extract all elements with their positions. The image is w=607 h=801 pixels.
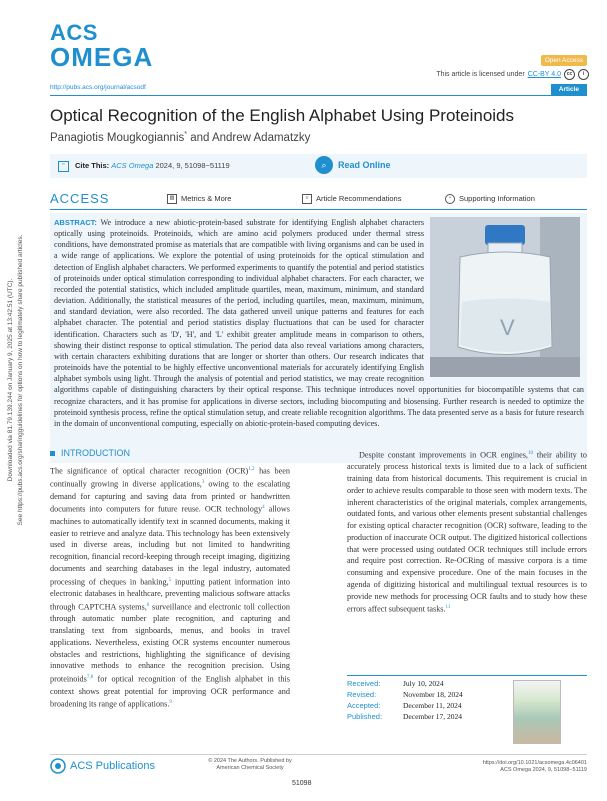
intro-right-column (347, 448, 587, 616)
body-text: owing to the escalating demand for capturing and saving data from printed or handwritten documents into computers for future reuse. OCR technology (50, 479, 291, 515)
corresponding-mark: * (184, 131, 187, 138)
intro-left-text (50, 464, 290, 711)
abstract-text: We introduce a new abiotic-protein-based substrate for identifying English alphabet characters optically using proteinoids. Proteinoids, which are amino acid polymers produced under thermal stress conditions, have demonstrated promise as materials that are compatible with living organisms and can be used in a wide range of applications. We explore the potential of using proteinoids for the optical stimulation and detection of English alphabet characters. We performed experiments to quantify the potential and period statistics of proteinoids under optical stimulation corresponding to individual alphabet characters. For each character, we recorded the potential statistics, which included amplitude quartiles, mean, maximum, minimum, and standard deviation. Additionally, the statistical measures of the period, including quartiles, mean, maximum, minimum, and standard deviation, were also recorded. The data gathered unveil unique patterns and features for each alphabet character. The potential and period statistics display fluctuations that can be used for character identification. Characters such as 'D', 'H', and 'L' exhibit greater amplitude means in comparison to others, showing their distinct response to optical stimulation. The period data also reveal variations among characters, with certain characters exhibiting durations that are longer or shorter than others. Our research indicates that proteinoids have the potential to be highly effective unconventional materials for accurately identifying English alphabet symbols using light. Through the analysis of potential and period statistics, we may create recognition algorithms capable of distinguishing characters by their optical response. This technique introduces novel opportunities for biocompatible systems that can recognize characters, and it has promise for applications in diverse sectors, including biocomputing and biosensing. Further research is needed to optimize the proteinoid synthesis process, refine the optical stimulation setup, and create reliable recognition algorithms. The data presented serve as a basis for future research in the domain of unconventional computing, especially on abiotic-protein-based computing devices. (54, 218, 584, 428)
journal-url-link[interactable]: http://pubs.acs.org/journal/acsodf (50, 84, 146, 91)
journal-logo-line1: ACS (50, 20, 98, 45)
metrics-icon: ▥ (167, 194, 177, 204)
article-type-tag: Article (551, 84, 587, 95)
journal-logo (50, 22, 153, 70)
author-separator: and (190, 131, 210, 144)
published-date: December 17, 2024 (403, 712, 462, 721)
citation-ref[interactable]: 4 (262, 505, 265, 511)
journal-cover-thumbnail[interactable] (513, 680, 561, 744)
footer-copyright (205, 758, 295, 772)
citation-ref[interactable]: 9 (169, 700, 172, 706)
svg-text:V: V (500, 315, 515, 340)
license-link[interactable]: CC-BY 4.0 (527, 71, 561, 78)
acs-hexagon-icon (50, 758, 66, 774)
license-prefix: This article is licensed under (436, 71, 525, 78)
read-online-icon[interactable]: ⌕ (315, 156, 333, 174)
citation-ref[interactable]: 3 (201, 480, 205, 486)
cite-label: Cite This: (75, 161, 110, 170)
metrics-link[interactable]: Metrics & More (181, 194, 232, 203)
cite-details: 2024, 9, 51098−51119 (155, 161, 230, 170)
dates-divider (347, 675, 587, 676)
by-icon: i (578, 69, 589, 80)
download-watermark (6, 190, 28, 570)
open-access-badge: Open Access (541, 55, 587, 66)
received-label: Received: (347, 679, 381, 688)
footer-divider (50, 754, 587, 755)
body-text: The significance of optical character recognition (OCR) (50, 466, 249, 476)
access-row (50, 193, 587, 207)
citation-ref[interactable]: 6 (146, 602, 150, 608)
author-name[interactable]: Andrew Adamatzky (211, 131, 311, 144)
abstract-label: ABSTRACT: (54, 218, 97, 227)
read-online-link[interactable]: Read Online (338, 160, 391, 170)
citation-ref[interactable]: 11 (445, 605, 451, 611)
watermark-line2: See https://pubs.acs.org/sharingguidelines for options on how to legitimately share published articles. (17, 234, 24, 526)
journal-logo-line2: OMEGA (50, 42, 154, 72)
article-dates (347, 678, 507, 722)
revised-label: Revised: (347, 690, 377, 699)
toc-graphic-drawing (430, 217, 580, 377)
section-heading (50, 448, 290, 460)
body-text: has been continually growing in diverse applications, (50, 466, 291, 489)
access-label: ACCESS (50, 191, 110, 206)
copyright-line1: © 2024 The Authors. Published by (208, 758, 292, 764)
cite-box (50, 154, 587, 178)
body-text: surveillance and electronic toll collection through automatic number plate recognition, and capturing and translating text from signboards, menus, and books in travel applications. Nevertheless, existing OCR systems encounter numerous obstacles and restrictions, highlighting the significance of devising innovative methods to enhance the recognition precision. Using proteinoids (50, 602, 290, 684)
accepted-date: December 11, 2024 (403, 701, 462, 710)
access-divider (50, 209, 587, 210)
footer-citation: ACS Omega 2024, 9, 51098−51119 (500, 767, 587, 773)
section-bullet-icon (50, 451, 55, 456)
accepted-label: Accepted: (347, 701, 381, 710)
toc-graphic (430, 217, 580, 377)
abstract (54, 217, 584, 429)
recommendations-link[interactable]: Article Recommendations (316, 194, 402, 203)
cite-icon: “ (58, 161, 69, 172)
header-divider (50, 95, 587, 96)
body-text: allows machines to automatically identify text in scanned documents, making it easier to retrieve and analyze data. This technology has been extensively used in diverse areas, including but not limited to handwriting recognition, financial record-keeping through receipt imaging, digitizing documents and searching databases in the legal industry, automated processing of cheques in banking, (50, 505, 290, 587)
license-line (436, 69, 589, 80)
toc-graphic-wrapper (430, 217, 584, 379)
intro-right-text (347, 448, 587, 616)
abstract-box (50, 213, 587, 463)
supporting-info-link[interactable]: Supporting Information (459, 194, 535, 203)
author-name[interactable]: Panagiotis Mougkogiannis (50, 131, 185, 144)
section-heading-text: INTRODUCTION (61, 448, 130, 458)
copyright-line2: American Chemical Society (216, 765, 284, 771)
publisher-name: ACS Publications (70, 760, 155, 772)
acs-publications-logo[interactable] (50, 758, 155, 774)
body-text: for optical recognition of the English alphabet in this context shows great potential for improving OCR performance and broadening its range of applications. (50, 674, 290, 710)
recommendations-icon: ≡ (302, 194, 312, 204)
revised-date: November 18, 2024 (403, 690, 463, 699)
cite-journal: ACS Omega (111, 161, 154, 170)
intro-left-column (50, 448, 290, 711)
citation-ref[interactable]: 10 (527, 451, 533, 456)
received-date: July 10, 2024 (403, 679, 444, 688)
article-title: Optical Recognition of the English Alphabet Using Proteinoids (50, 106, 515, 125)
published-label: Published: (347, 712, 383, 721)
supporting-info-icon: + (445, 194, 455, 204)
body-text: their ability to accurately process historical texts is limited due to a lack of sufficient training data from historical documents. This requirement is crucial in order to achieve results comparable to those seen with modern texts. The inherent characteristics of the original materials, complex arrangements, outdated fonts, and various other elements present substantial challenges for existing optical character recognition (OCR) software, leading to the production of inaccurate OCR output. The digitized historical collections that were processed using outdated OCR techniques still include errors and require post correction. Re-OCRing of massive corpora is a time consuming and expensive procedure. One of the main focuses in the agenda of digitizing historical and multilingual textual resources is to provide new methods for processing OCR faults and to study how these errors affect subsequent tasks. (347, 450, 587, 615)
author-list (50, 131, 310, 144)
footer-doi (483, 760, 587, 774)
citation-ref[interactable]: 7,8 (86, 675, 94, 681)
watermark-line1: Downloaded via 81.79.139.244 on January 9, 2025 at 13:42:51 (UTC). (7, 278, 14, 482)
citation-ref[interactable]: 5 (168, 577, 172, 583)
cc-icon: cc (564, 69, 575, 80)
body-text: Despite constant improvements in OCR engines, (359, 450, 528, 460)
citation-ref[interactable]: 1,2 (248, 466, 255, 472)
doi-link[interactable]: https://doi.org/10.1021/acsomega.4c06401 (482, 760, 587, 766)
cite-text (75, 161, 230, 170)
body-text: inputting patient information into electronic databases in healthcare, preventing malicious software attacks through CAPTCHA systems, (50, 577, 290, 612)
page-number: 51098 (292, 780, 312, 787)
